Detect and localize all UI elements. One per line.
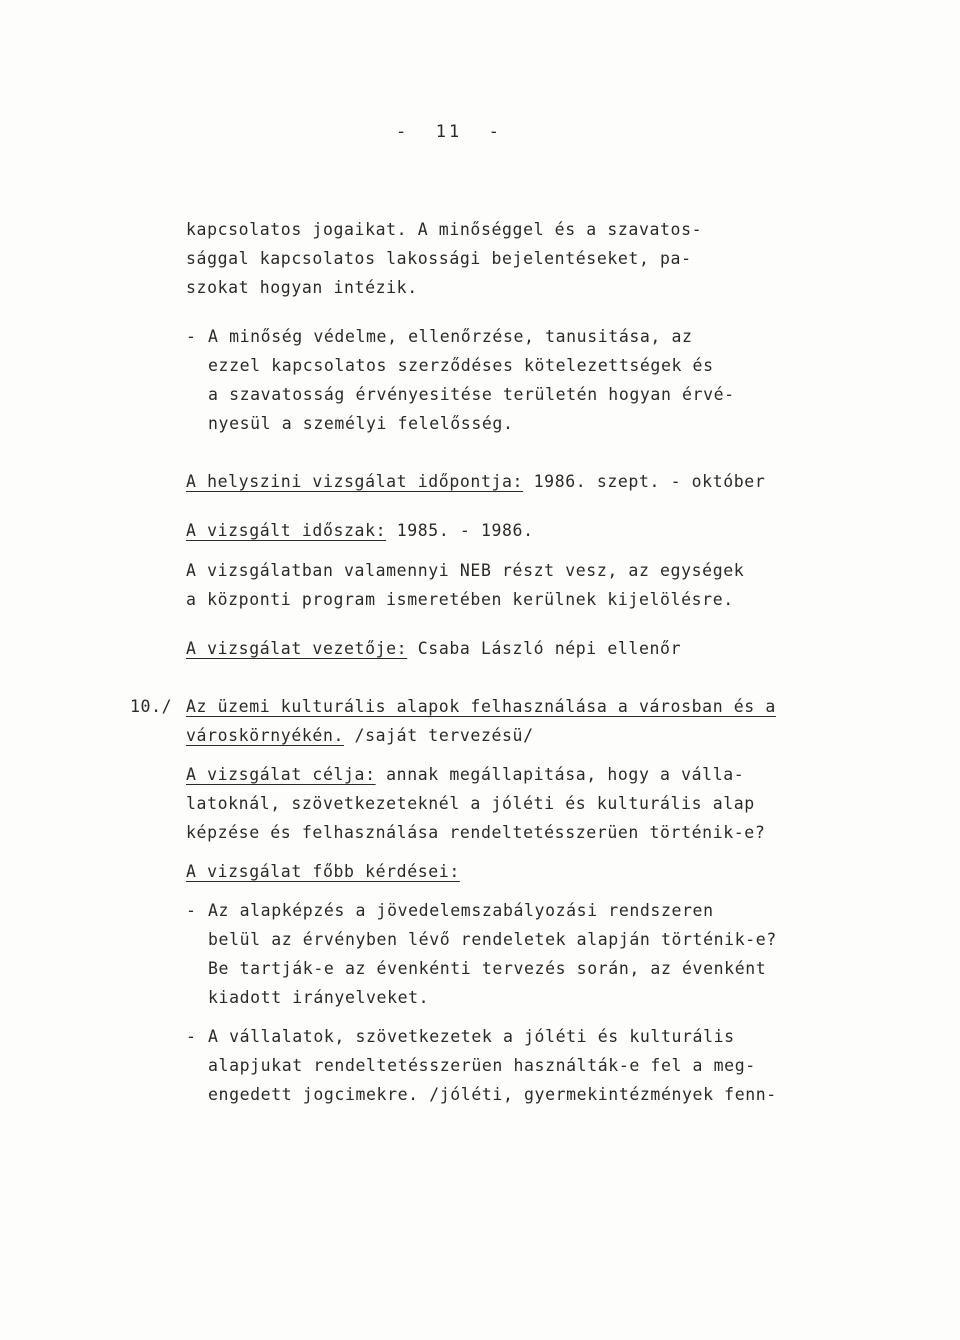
goal-label: A vizsgálat célja: [186, 765, 376, 784]
question-1-line-2: belül az érvényben lévő rendeletek alapján történik-e? [208, 930, 777, 949]
intro-line-1: kapcsolatos jogaikat. A minőséggel és a szavatos- [186, 220, 703, 239]
goal-line-3: képzése és felhasználása rendeltetésszerüen történik-e? [186, 823, 766, 842]
section-title-line-2-row [186, 728, 534, 745]
goal-row [186, 767, 744, 784]
leader-label: A vizsgálat vezetője: [186, 639, 408, 658]
participation-line-2: a központi program ismeretében kerülnek kijelölésre. [186, 590, 734, 609]
leader-value: Csaba László népi ellenőr [407, 639, 682, 658]
intro-line-2: sággal kapcsolatos lakossági bejelentéseket, pa- [186, 249, 692, 268]
period-value: 1985. - 1986. [386, 521, 534, 540]
question-1-bullet: - [186, 901, 197, 920]
question-2-bullet: - [186, 1027, 197, 1046]
period-row [186, 523, 534, 540]
bullet-line-3: a szavatosság érvényesitése területén hogyan érvé- [208, 385, 735, 404]
onsite-date-row [186, 474, 765, 491]
intro-line-3: szokat hogyan intézik. [186, 278, 418, 297]
participation-line-1: A vizsgálatban valamennyi NEB részt vesz, az egységek [186, 561, 745, 580]
onsite-date-label: A helyszini vizsgálat időpontja: [186, 472, 524, 491]
question-1-line-3: Be tartják-e az évenkénti tervezés során, az évenként [208, 959, 767, 978]
section-title-suffix: /saját tervezésü/ [344, 726, 534, 745]
bullet-line-1: A minőség védelme, ellenőrzése, tanusitása, az [208, 327, 693, 346]
goal-line-2: latoknál, szövetkezeteknél a jóléti és kulturális alap [186, 794, 755, 813]
section-number: 10./ [130, 697, 173, 716]
goal-line-1-rest: annak megállapitása, hogy a válla- [375, 765, 745, 784]
question-2-line-2: alapjukat rendeltetésszerüen használták-e fel a meg- [208, 1056, 756, 1075]
leader-row [186, 641, 681, 658]
question-1-line-1: Az alapképzés a jövedelemszabályozási rendszeren [208, 901, 714, 920]
bullet-line-4: nyesül a személyi felelősség. [208, 414, 514, 433]
bullet-marker: - [186, 327, 197, 346]
page-number: - 11 - [396, 122, 502, 142]
question-2-line-1: A vállalatok, szövetkezetek a jóléti és kulturális [208, 1027, 735, 1046]
questions-label: A vizsgálat főbb kérdései: [186, 862, 460, 881]
period-label: A vizsgált időszak: [186, 521, 387, 540]
question-2-line-3: engedett jogcimekre. /jóléti, gyermekintézmények fenn- [208, 1085, 777, 1104]
question-1-line-4: kiadott irányelveket. [208, 988, 430, 1007]
section-title-line-1: Az üzemi kulturális alapok felhasználása a városban és a [186, 697, 776, 716]
bullet-line-2: ezzel kapcsolatos szerződéses kötelezettségek és [208, 356, 714, 375]
onsite-date-value: 1986. szept. - október [523, 472, 766, 491]
section-title-line-2: városkörnyékén. [186, 726, 345, 745]
